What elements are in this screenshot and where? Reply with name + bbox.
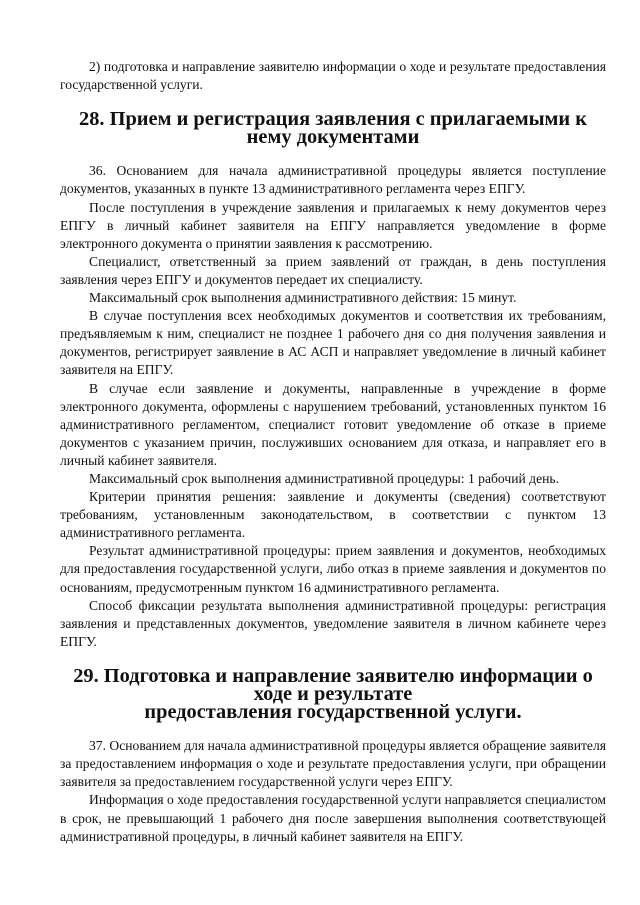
section-28-paragraph-3: Специалист, ответственный за прием заявлений от граждан, в день поступления заявления через ЕПГУ и документов передает их специалисту. — [60, 253, 606, 287]
section-29-heading-line-2: предоставления государственной услуги. — [144, 701, 522, 724]
spacer — [60, 146, 606, 162]
section-28-paragraph-2: После поступления в учреждение заявления и прилагаемых к нему документов через ЕПГУ в личный кабинет заявителя на ЕПГУ направляется уведомление в форме электронного документа о принятии заявления к рассмотрению. — [60, 199, 606, 251]
spacer — [60, 721, 606, 737]
section-28-paragraph-10: Способ фиксации результата выполнения административной процедуры: регистрация заявления и представленных документов, уведомление заявителя в личном кабинете через ЕПГУ. — [60, 597, 606, 649]
section-29-heading-line-1: 29. Подготовка и направление заявителю информации о ходе и результате — [73, 664, 593, 705]
section-28-paragraph-9: Результат административной процедуры: прием заявления и документов, необходимых для предоставления государственной услуги, либо отказ в приеме заявления и документов по основаниям, предусмотренным пунктом 16 административного регламента. — [60, 543, 606, 595]
intro-item: 2) подготовка и направление заявителю информации о ходе и результате предоставления государственной услуги. — [60, 59, 606, 93]
section-28-paragraph-7: Максимальный срок выполнения административной процедуры: 1 рабочий день. — [89, 470, 559, 486]
section-28-paragraph-1: 36. Основанием для начала административной процедуры является поступление документов, указанных в пункте 13 административного регламента через ЕПГУ. — [60, 163, 606, 197]
section-29-heading — [60, 664, 606, 724]
section-29-paragraph-1: 37. Основанием для начала административной процедуры является обращение заявителя за предоставлением информация о ходе и результате предоставления услуги, при обращении заявителя за предоставлением государственной услуги через ЕПГУ. — [60, 738, 606, 790]
section-28-paragraph-5: В случае поступления всех необходимых документов и соответствия их требованиям, предъявляемым к ним, специалист не позднее 1 рабочего дня со дня получения заявления и документов, регистрирует заявление в АС АСП и направляет уведомление в личный кабинет заявителя на ЕПГУ. — [60, 308, 606, 378]
section-28-heading: 28. Прием и регистрация заявления с прилагаемыми к нему документами — [79, 108, 587, 149]
section-28-paragraph-6: В случае если заявление и документы, направленные в учреждение в форме электронного документа, оформлены с нарушением требований, установленных пунктом 16 административного регламентом, специалист готовит уведомление об отказе в приеме документов с указанием причин, послуживших основанием для отказа, и направляет его в личный кабинет заявителя. — [60, 380, 606, 468]
section-28-paragraph-4: Максимальный срок выполнения административного действия: 15 минут. — [89, 290, 517, 306]
section-28-paragraph-8: Критерии принятия решения: заявление и документы (сведения) соответствуют требованиям, установленным законодательством, в соответствии с пунктом 13 административного регламента. — [60, 489, 606, 541]
section-29-paragraph-2: Информация о ходе предоставления государственной услуги направляется специалистом в срок, не превышающий 1 рабочего дня после завершения выполнения соответствующей административной процедуры, в личный кабинет заявителя на ЕПГУ. — [60, 792, 606, 844]
